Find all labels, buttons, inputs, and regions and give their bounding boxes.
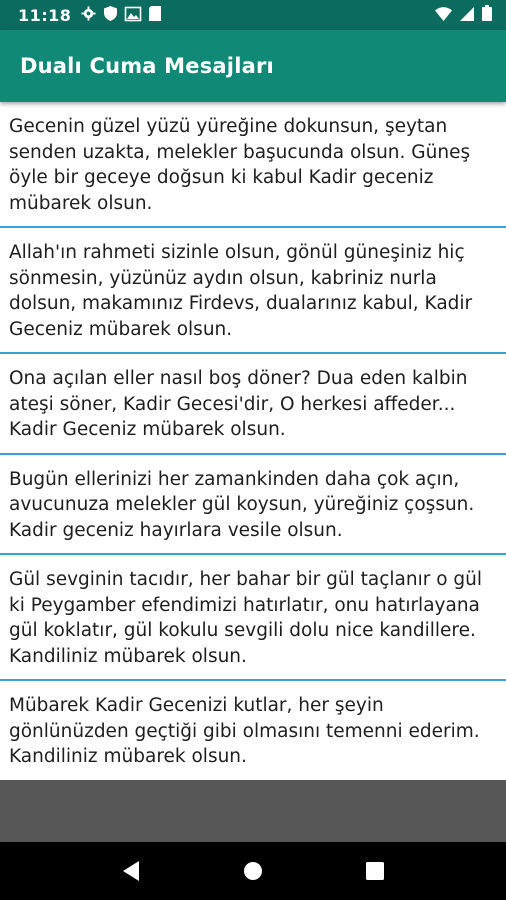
wifi-icon (435, 6, 452, 25)
list-item[interactable] (0, 354, 506, 455)
message-text: Allah'ın rahmeti sizinle olsun, gönül güneşiniz hiç sönmesin, yüzünüz aydın olsun, kabriniz nurla dolsun, makamınız Firdevs, dualarınız kabul, Kadir Geceniz mübarek olsun. (9, 242, 473, 340)
back-icon (121, 860, 141, 882)
message-list[interactable] (0, 102, 506, 780)
status-system-icons (435, 5, 492, 25)
app-title: Dualı Cuma Mesajları (20, 54, 274, 78)
list-item[interactable] (0, 681, 506, 782)
list-item[interactable] (0, 228, 506, 354)
list-item[interactable] (0, 555, 506, 681)
sim-card-icon (149, 6, 161, 25)
recents-button[interactable] (355, 851, 395, 891)
status-left (18, 6, 161, 25)
navigation-bar (0, 842, 506, 900)
recents-icon (366, 862, 384, 880)
shield-icon (104, 6, 117, 25)
message-text: Gecenin güzel yüzü yüreğine dokunsun, şeytan senden uzakta, melekler başucunda olsun. Güneş öyle bir geceye doğsun ki kabul Kadir geceniz mübarek olsun. (9, 116, 471, 214)
message-text: Bugün ellerinizi her zamankinden daha çok açın, avucunuza melekler gül koysun, yüreğiniz çoşsun. Kadir geceniz hayırlara vesile olsun. (9, 468, 475, 541)
home-button[interactable] (233, 851, 273, 891)
home-icon (243, 861, 263, 881)
cell-signal-icon (460, 6, 474, 25)
message-text: Ona açılan eller nasıl boş döner? Dua eden kalbin ateşi söner, Kadir Gecesi'dir, O herkesi affeder... Kadir Geceniz mübarek olsun. (9, 368, 468, 440)
status-time: 11:18 (18, 5, 72, 25)
status-notification-icons (81, 6, 161, 25)
settings-icon (81, 6, 96, 25)
message-text: Gül sevginin tacıdır, her bahar bir gül taçlanır o gül ki Peygamber efendimizi hatırlatır, onu hatırlayana gül koklatır, gül kokulu sevgili dolu nice kandillere. Kandiliniz mübarek olsun. (9, 569, 483, 667)
list-item[interactable] (0, 455, 506, 556)
image-icon (125, 6, 141, 25)
ad-banner-area (0, 780, 506, 842)
app-bar (0, 30, 506, 102)
message-text: Mübarek Kadir Gecenizi kutlar, her şeyin gönlünüzden geçtiği gibi olmasını temenni ederim. Kandiliniz mübarek olsun. (9, 695, 480, 767)
battery-icon (482, 5, 492, 25)
status-bar (0, 0, 506, 30)
back-button[interactable] (111, 851, 151, 891)
list-item[interactable] (0, 102, 506, 228)
